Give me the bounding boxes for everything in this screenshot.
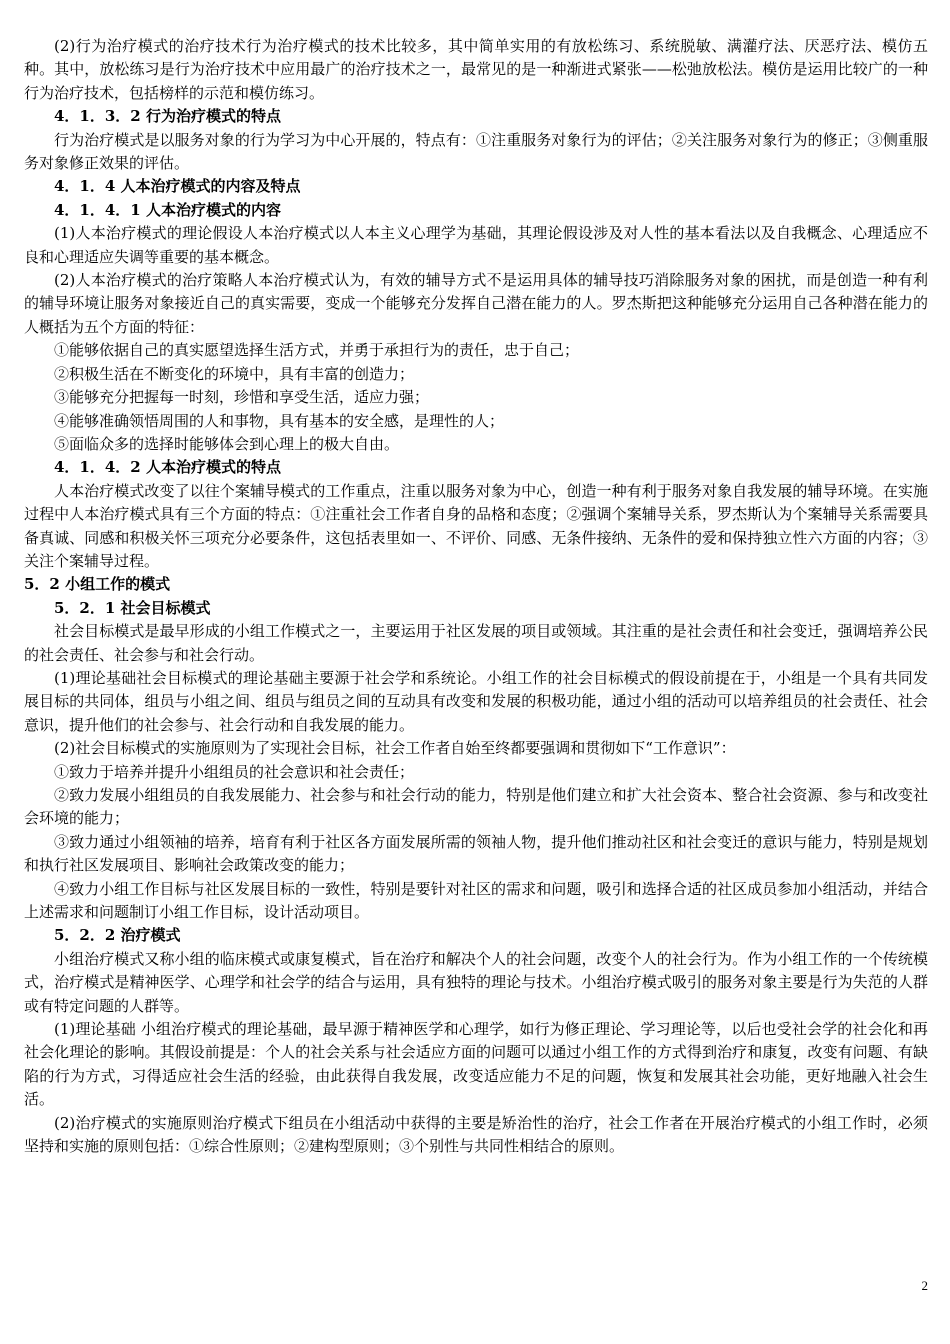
paragraph: (1)理论基础社会目标模式的理论基础主要源于社会学和系统论。小组工作的社会目标模式的假设前提在于，小组是一个具有共同发展目标的共同体，组员与小组之间、组员与组员之间的互动具有改变和发展的积极功能，通过小组的活动可以培养组员的社会责任、社会意识，提升他们的社会参与、社会行动和自我发展的能力。 (24, 668, 928, 734)
section-heading: 5．2 小组工作的模式 (24, 575, 171, 594)
paragraph: 社会目标模式是最早形成的小组工作模式之一，主要运用于社区发展的项目或领域。其注重的是社会责任和社会变迁，强调培养公民的社会责任、社会参与和社会行动。 (24, 622, 928, 664)
list-item: ①致力于培养并提升小组组员的社会意识和社会责任； (54, 762, 415, 781)
section-heading: 4．1．3．2 行为治疗模式的特点 (54, 107, 281, 126)
section-heading: 4．1．4．2 人本治疗模式的特点 (54, 458, 281, 477)
list-item: ④能够准确领悟周围的人和事物，具有基本的安全感，是理性的人； (54, 411, 505, 430)
paragraph: (1)理论基础 小组治疗模式的理论基础，最早源于精神医学和心理学，如行为修正理论、学习理论等，以后也受社会学的社会化和再社会化理论的影响。其假设前提是：个人的社会关系与社会适应方面的问题可以通过小组工作的方式得到治疗和康复，改变有问题、有缺陷的行为方式，习得适应社会生活的经验，由此获得自我发展，改变适应能力不足的问题，恢复和发展其社会功能，更好地融入社会生活。 (24, 1020, 928, 1109)
page-number: 2 (921, 1278, 928, 1293)
paragraph: 小组治疗模式又称小组的临床模式或康复模式，旨在治疗和解决个人的社会问题，改变个人的社会行为。作为小组工作的一个传统模式，治疗模式是精神医学、心理学和社会学的结合与运用，具有独特的理论与技术。小组治疗模式吸引的服务对象主要是行为失范的人群或有特定问题的人群等。 (24, 949, 928, 1015)
document-page (24, 35, 928, 1159)
section-heading: 5．2．2 治疗模式 (54, 926, 181, 945)
paragraph: 人本治疗模式改变了以往个案辅导模式的工作重点，注重以服务对象为中心，创造一种有利于服务对象自我发展的辅导环境。在实施过程中人本治疗模式具有三个方面的特点：①注重社会工作者自身的品格和态度；②强调个案辅导关系，罗杰斯认为个案辅导关系需要具备真诚、同感和积极关怀三项充分必要条件，这包括表里如一、不评价、同感、无条件接纳、无条件的爱和保持独立性六方面的内容；③关注个案辅导过程。 (24, 481, 928, 570)
paragraph: (2)人本治疗模式的治疗策略人本治疗模式认为，有效的辅导方式不是运用具体的辅导技巧消除服务对象的困扰，而是创造一种有利的辅导环境让服务对象接近自己的真实需要，变成一个能够充分发挥自己潜在能力的人。罗杰斯把这种能够充分运用自己各种潜在能力的人概括为五个方面的特征： (24, 271, 928, 336)
list-item: ①能够依据自己的真实愿望选择生活方式，并勇于承担行为的责任，忠于自己； (54, 341, 580, 360)
list-item: ⑤面临众多的选择时能够体会到心理上的极大自由。 (54, 434, 400, 453)
paragraph: (2)行为治疗模式的治疗技术行为治疗模式的技术比较多，其中简单实用的有放松练习、系统脱敏、满灌疗法、厌恶疗法、模仿五种。其中，放松练习是行为治疗技术中应用最广的治疗技术之一，最常见的是一种渐进式紧张——松弛放松法。模仿是运用比较广的一种行为治疗技术，包括榜样的示范和模仿练习。 (24, 37, 928, 102)
section-heading: 4．1．4 人本治疗模式的内容及特点 (54, 177, 301, 196)
list-item: ②致力发展小组组员的自我发展能力、社会参与和社会行动的能力，特别是他们建立和扩大社会资本、整合社会资源、参与和改变社会环境的能力； (24, 786, 928, 828)
list-item: ③能够充分把握每一时刻，珍惜和享受生活，适应力强； (54, 388, 430, 407)
list-item: ④致力小组工作目标与社区发展目标的一致性，特别是要针对社区的需求和问题，吸引和选择合适的社区成员参加小组活动，并结合上述需求和问题制订小组工作目标，设计活动项目。 (24, 879, 928, 922)
section-heading: 4．1．4．1 人本治疗模式的内容 (54, 200, 281, 219)
paragraph: (1)人本治疗模式的理论假设人本治疗模式以人本主义心理学为基础，其理论假设涉及对人性的基本看法以及自我概念、心理适应不良和心理适应失调等重要的基本概念。 (24, 224, 928, 266)
paragraph: (2)社会目标模式的实施原则为了实现社会目标，社会工作者自始至终都要强调和贯彻如下“工作意识”： (54, 739, 736, 758)
list-item: ③致力通过小组领袖的培养，培育有利于社区各方面发展所需的领袖人物，提升他们推动社区和社会变迁的意识与能力，特别是规划和执行社区发展项目、影响社会政策改变的能力； (24, 832, 928, 875)
paragraph: 行为治疗模式是以服务对象的行为学习为中心开展的，特点有：①注重服务对象行为的评估；②关注服务对象行为的修正；③侧重服务对象修正效果的评估。 (24, 130, 928, 173)
paragraph: (2)治疗模式的实施原则治疗模式下组员在小组活动中获得的主要是矫治性的治疗，社会工作者在开展治疗模式的小组工作时，必须坚持和实施的原则包括：①综合性原则；②建构型原则；③个别性与共同性相结合的原则。 (24, 1113, 928, 1156)
section-heading: 5．2．1 社会目标模式 (54, 598, 211, 617)
list-item: ②积极生活在不断变化的环境中，具有丰富的创造力； (54, 364, 415, 383)
